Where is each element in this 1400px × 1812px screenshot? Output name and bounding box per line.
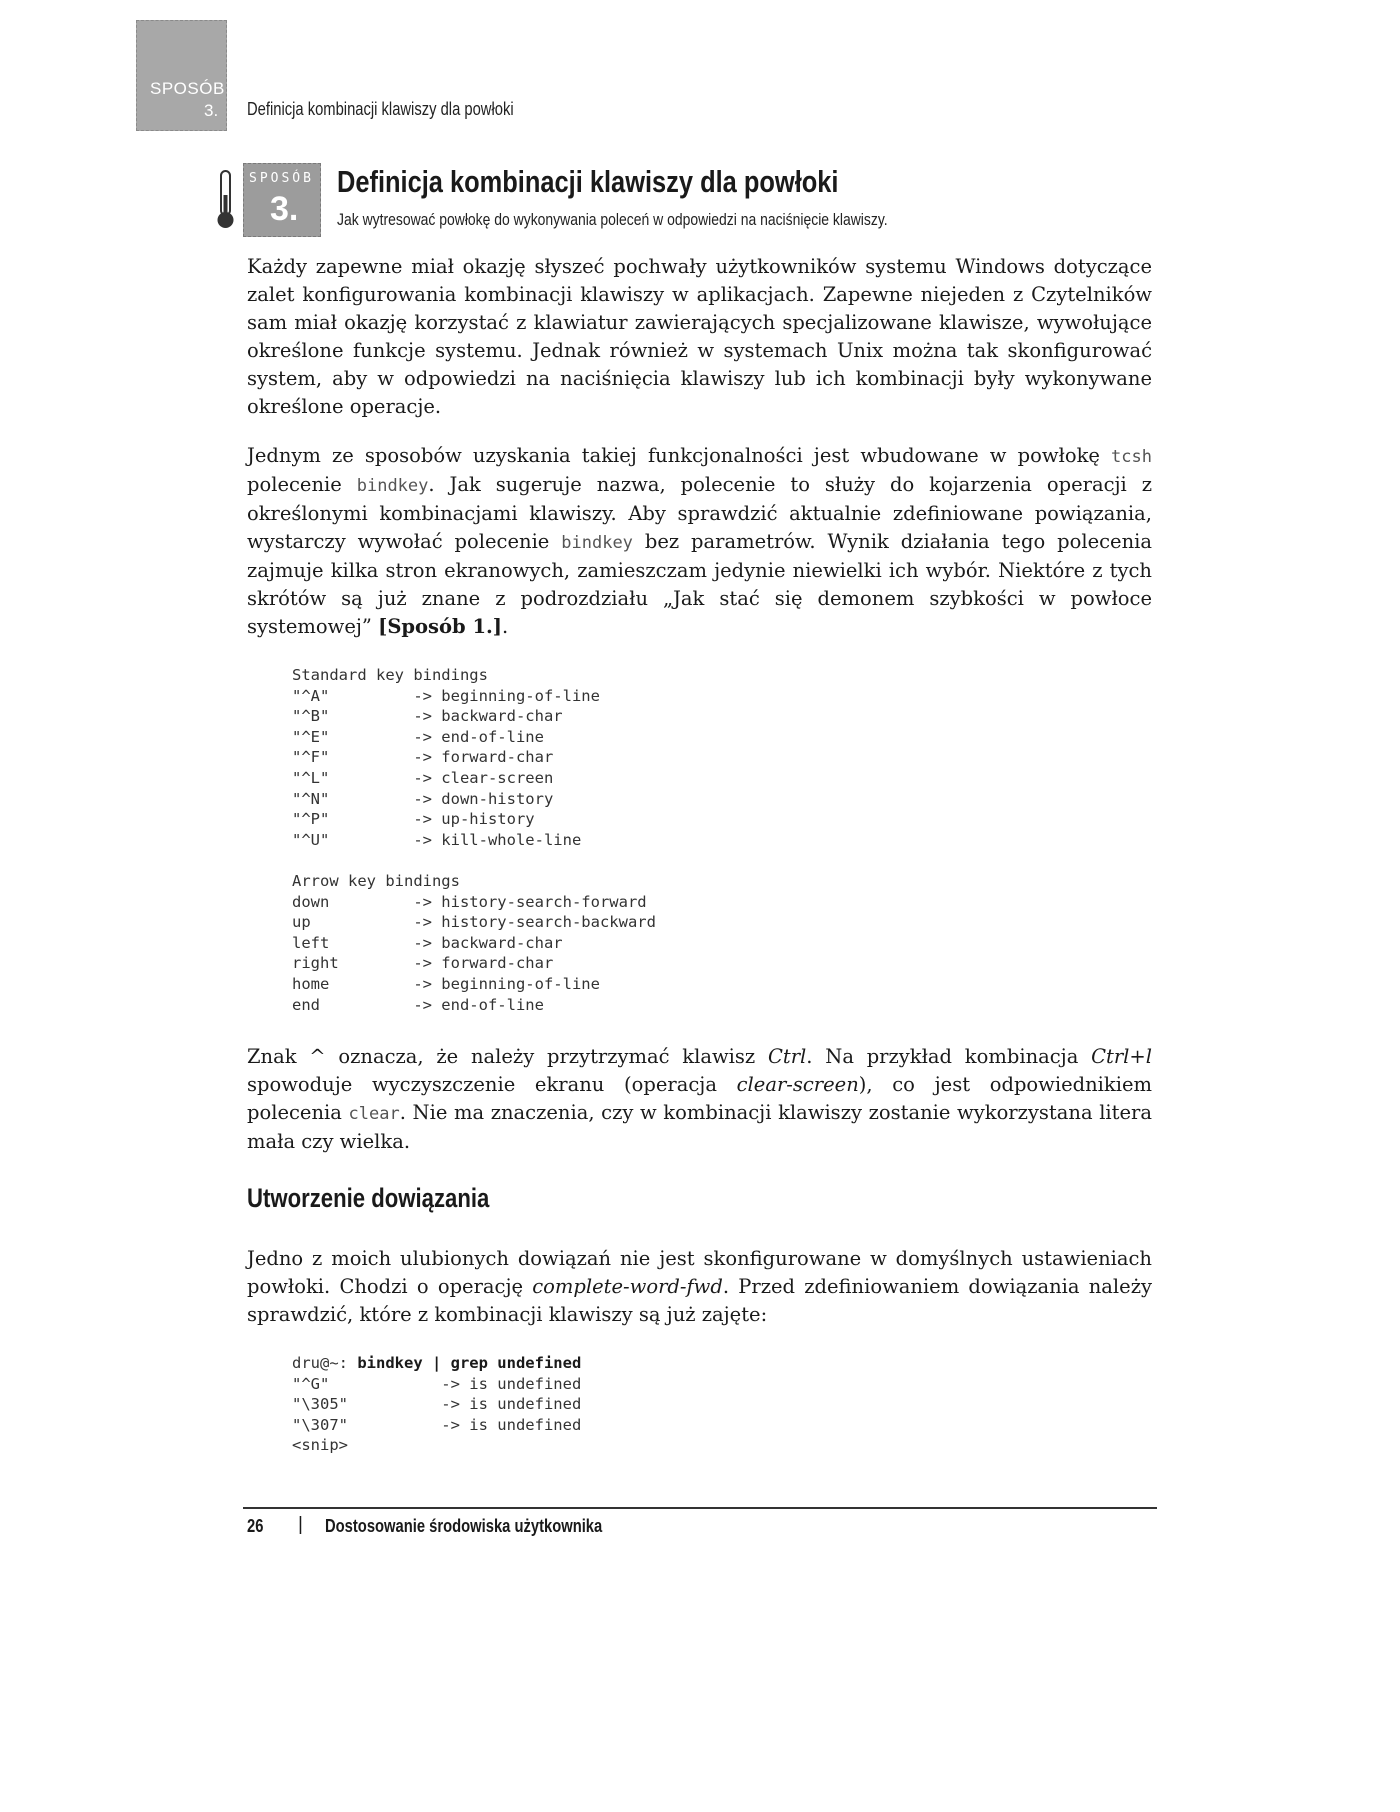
code-line: "^U" -> kill-whole-line bbox=[292, 830, 582, 849]
inline-code-tcsh: tcsh bbox=[1111, 447, 1152, 467]
page-number: 26 bbox=[247, 1516, 264, 1536]
code-line: <snip> bbox=[292, 1436, 348, 1455]
code-line: "^G" -> is undefined bbox=[292, 1374, 582, 1393]
inline-code-clear: clear bbox=[348, 1104, 400, 1124]
text-fragment: Jednym ze sposobów uzyskania takiej funkcjonalności jest wbudowane w powłokę bbox=[247, 444, 1112, 467]
code-line: up -> history-search-backward bbox=[292, 913, 656, 932]
code-line: "^P" -> up-history bbox=[292, 810, 535, 829]
thermometer-icon bbox=[214, 169, 236, 231]
text-fragment: . bbox=[502, 615, 509, 638]
code-line: "^B" -> backward-char bbox=[292, 707, 563, 726]
key-name-ctrl: Ctrl bbox=[767, 1045, 807, 1068]
text-fragment: spowoduje wyczyszczenie ekranu (operacja bbox=[247, 1073, 737, 1096]
text-fragment: . Przed zdefiniowaniem dowiązania należy sprawdzić, które z kombinacji klawiszy są już zajęte: bbox=[247, 1275, 1152, 1326]
code-line bbox=[292, 850, 656, 871]
code-line: "^N" -> down-history bbox=[292, 789, 554, 808]
code-line: left -> backward-char bbox=[292, 933, 563, 952]
running-header-title: Definicja kombinacji klawiszy dla powłoki bbox=[247, 99, 514, 119]
shell-command: bindkey | grep undefined bbox=[357, 1354, 582, 1372]
code-line: Arrow key bindings bbox=[292, 871, 460, 890]
code-line: down -> history-search-forward bbox=[292, 892, 647, 911]
shell-prompt: dru@~: bbox=[292, 1354, 358, 1372]
code-line: "\307" -> is undefined bbox=[292, 1415, 582, 1434]
paragraph-ctrl-explanation bbox=[247, 1043, 1152, 1156]
code-line: end -> end-of-line bbox=[292, 995, 544, 1014]
hack-badge-number: 3. bbox=[270, 190, 299, 228]
code-line: "^A" -> beginning-of-line bbox=[292, 686, 600, 705]
code-line: "^L" -> clear-screen bbox=[292, 768, 554, 787]
inline-code-bindkey: bindkey bbox=[356, 476, 429, 496]
hack-badge-label: SPOSÓB bbox=[249, 171, 314, 186]
code-line: Standard key bindings bbox=[292, 666, 488, 684]
footer-chapter-title: Dostosowanie środowiska użytkownika bbox=[325, 1516, 603, 1536]
code-listing-key-bindings bbox=[292, 665, 656, 1015]
text-fragment: Znak ^ oznacza, że należy przytrzymać klawisz bbox=[247, 1045, 768, 1068]
code-line: right -> forward-char bbox=[292, 954, 554, 973]
operation-name: clear-screen bbox=[736, 1073, 859, 1096]
inline-code-bindkey: bindkey bbox=[561, 533, 633, 553]
paragraph-bindkey bbox=[247, 442, 1152, 641]
hack-title: Definicja kombinacji klawiszy dla powłoki bbox=[337, 164, 839, 199]
code-line: home -> beginning-of-line bbox=[292, 974, 600, 993]
paragraph-intro: Każdy zapewne miał okazję słyszeć pochwały użytkowników systemu Windows dotyczące zalet konfigurowania kombinacji klawiszy w aplikacjach. Zapewne niejeden z Czytelników sam miał okazję korzystać z klawiatur zawierających specjalizowane klawisze, wywołujące określone funkcje systemu. Jednak również w systemach Unix można tak skonfigurować system, aby w odpowiedzi na naciśnięcia klawiszy lub ich kombinacji były wykonywane określone operacje. bbox=[247, 255, 1152, 418]
text-fragment: ), co jest odpowiednikiem polecenia bbox=[247, 1073, 1152, 1124]
footer-separator: | bbox=[298, 1514, 303, 1535]
text-fragment: . Na przykład kombinacja bbox=[806, 1045, 1092, 1068]
running-header-tab-number: 3. bbox=[204, 101, 219, 120]
running-header-tab-label: SPOSÓB bbox=[150, 79, 225, 98]
text-fragment: polecenie bbox=[247, 473, 357, 496]
section-heading: Utworzenie dowiązania bbox=[247, 1183, 490, 1213]
footer-rule bbox=[243, 1507, 1157, 1509]
paragraph-create-binding bbox=[247, 1245, 1152, 1329]
cross-reference: [Sposób 1.] bbox=[378, 615, 503, 638]
key-combination: Ctrl+l bbox=[1091, 1045, 1152, 1068]
code-listing-undefined bbox=[292, 1353, 581, 1456]
text-fragment: Jedno z moich ulubionych dowiązań nie jest skonfigurowane w domyślnych ustawieniach powłoki. Chodzi o operację bbox=[247, 1247, 1152, 1298]
hack-subtitle: Jak wytresować powłokę do wykonywania poleceń w odpowiedzi na naciśnięcie klawiszy. bbox=[337, 210, 888, 229]
text-fragment: . Nie ma znaczenia, czy w kombinacji klawiszy zostanie wykorzystana litera mała czy wielka. bbox=[247, 1101, 1152, 1153]
code-line: "\305" -> is undefined bbox=[292, 1395, 582, 1414]
operation-name: complete-word-fwd bbox=[532, 1275, 723, 1298]
code-line: "^F" -> forward-char bbox=[292, 748, 554, 767]
code-command-line bbox=[292, 1353, 581, 1374]
text-fragment: . Jak sugeruje nazwa, polecenie to służy do kojarzenia operacji z określonymi kombinacjami klawiszy. Aby sprawdzić aktualnie zdefiniowane powiązania, wystarczy wywołać polecenie bbox=[247, 473, 1152, 553]
text-fragment: bez parametrów. Wynik działania tego polecenia zajmuje kilka stron ekranowych, zamieszczam jedynie niewielki ich wybór. Niektóre z tych skrótów są już znane z podrozdziału „Jak stać się demonem szybkości w powłoce systemowej” bbox=[247, 530, 1152, 638]
code-line: "^E" -> end-of-line bbox=[292, 727, 544, 746]
